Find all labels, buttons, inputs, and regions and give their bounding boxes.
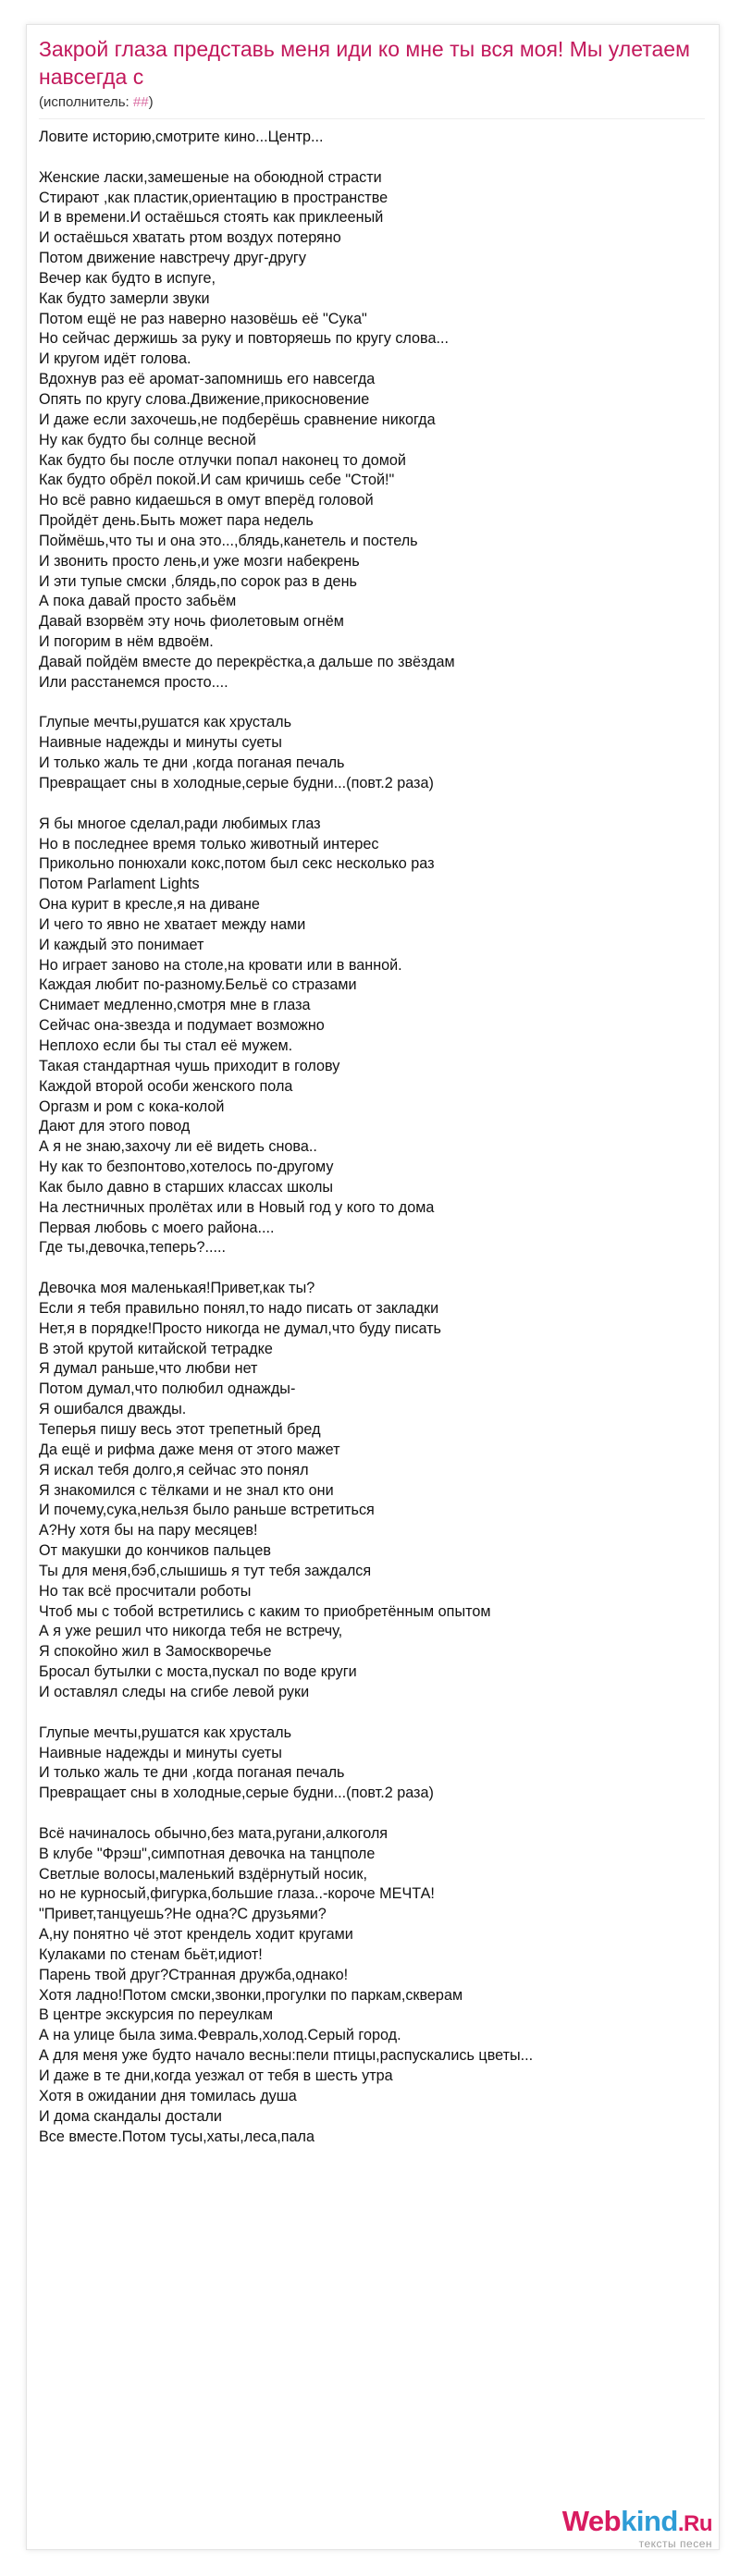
lyric-line: "Привет,танцуешь?Не одна?С друзьями? <box>39 1906 327 1923</box>
lyric-line: На лестничных пролётах или в Новый год у кого то дома <box>39 1198 435 1216</box>
lyric-line: В этой крутой китайской тетрадке <box>39 1340 273 1357</box>
lyric-line: Парень твой друг?Странная дружба,однако! <box>39 1966 349 1983</box>
lyric-line <box>39 1258 701 1279</box>
lyric-line: И остаёшься хватать ртом воздух потеряно <box>39 229 341 247</box>
lyric-line: Все вместе.Потом тусы,хаты,леса,пала <box>39 2128 315 2145</box>
lyric-line: Девочка моя маленькая!Привет,как ты? <box>39 1280 315 1297</box>
lyric-line: Я бы многое сделал,ради любимых глаз <box>39 815 321 832</box>
lyric-line: А я уже решил что никогда тебя не встречу, <box>39 1623 343 1640</box>
lyric-line: Ну как то безпонтово,хотелось по-другому <box>39 1159 334 1176</box>
lyric-line: Но сейчас держишь за руку и повторяешь по кругу слова... <box>39 330 449 348</box>
lyric-line <box>39 1804 701 1824</box>
lyric-line: Но так всё просчитали роботы <box>39 1582 252 1600</box>
lyric-line: Каждая любит по-разному.Бельё со стразами <box>39 976 357 994</box>
lyric-line: Потом движение навстречу друг-другу <box>39 250 306 267</box>
lyric-line: Ну как будто бы солнце весной <box>39 431 256 448</box>
lyric-line: Давай пойдём вместе до перекрёстка,а дальше по звёздам <box>39 653 455 670</box>
lyric-line: Каждой второй особи женского пола <box>39 1077 293 1095</box>
lyric-line: Она курит в кресле,я на диване <box>39 896 260 914</box>
lyric-line: А я не знаю,захочу ли её видеть снова.. <box>39 1138 317 1156</box>
lyric-line: А,ну понятно чё этот крендель ходит кругами <box>39 1926 353 1944</box>
lyric-line: Теперья пишу весь этот трепетный бред <box>39 1421 321 1438</box>
lyric-line: И дома скандалы достали <box>39 2107 222 2125</box>
lyric-line: А?Ну хотя бы на пару месяцев! <box>39 1522 258 1539</box>
lyric-line: Женские ласки,замешеные на обоюдной страсти <box>39 168 382 186</box>
lyric-line: Я спокойно жил в Замоскворечье <box>39 1643 272 1661</box>
lyric-line: И только жаль те дни ,когда поганая печаль <box>39 754 345 772</box>
lyric-line: Как будто замерли звуки <box>39 289 210 307</box>
lyric-line: Как будто бы после отлучки попал наконец то домой <box>39 451 406 469</box>
lyric-line: Превращает сны в холодные,серые будни...(повт.2 раза) <box>39 1785 434 1802</box>
lyric-line: И в времени.И остаёшься стоять как приклееный <box>39 209 384 227</box>
lyric-line: И оставлял следы на сгибе левой руки <box>39 1683 310 1700</box>
lyric-line: Но играет заново на столе,на кровати или в ванной. <box>39 956 402 974</box>
lyric-line: Потом Parlament Lights <box>39 876 200 893</box>
lyric-line: Первая любовь с моего района.... <box>39 1219 275 1236</box>
lyric-line: Кулаками по стенам бьёт,идиот! <box>39 1945 263 1963</box>
lyric-line: А для меня уже будто начало весны:пели птицы,распускались цветы... <box>39 2047 534 2065</box>
lyric-line: Потом думал,что полюбил однажды- <box>39 1380 296 1398</box>
performer-prefix: (исполнитель: <box>39 94 133 110</box>
performer-line <box>39 94 154 110</box>
lyric-line: Вечер как будто в испуге, <box>39 269 216 287</box>
lyric-line: Неплохо если бы ты стал её мужем. <box>39 1037 293 1054</box>
lyric-line: Я искал тебя долго,я сейчас это понял <box>39 1461 309 1478</box>
divider <box>39 118 705 119</box>
lyric-line: Стирают ,как пластик,ориентацию в пространстве <box>39 189 388 206</box>
lyric-line: Как будто обрёл покой.И сам кричишь себе "Стой!" <box>39 472 395 489</box>
lyric-line: И только жаль те дни ,когда поганая печаль <box>39 1764 345 1782</box>
lyric-line <box>39 1703 701 1723</box>
lyric-line: Пройдёт день.Быть может пара недель <box>39 512 314 530</box>
lyric-line <box>39 794 701 815</box>
lyric-line: И даже в те дни,когда уезжал от тебя в шесть утра <box>39 2067 393 2084</box>
lyric-line: но не курносый,фигурка,большие глаза..-короче МЕЧТА! <box>39 1885 435 1903</box>
song-title: Закрой глаза представь меня иди ко мне ты вся моя! Мы улетаем навсегда с <box>39 37 690 89</box>
lyric-line: Ты для меня,бэб,слышишь я тут тебя заждался <box>39 1562 372 1579</box>
lyric-line: Превращает сны в холодные,серые будни...(повт.2 раза) <box>39 775 434 791</box>
logo-wordmark <box>562 2506 712 2540</box>
logo-web: Web <box>561 2505 622 2537</box>
lyric-line: А пока давай просто забьём <box>39 593 237 610</box>
logo-tagline: тексты песен <box>638 2537 712 2550</box>
lyric-line: Светлые волосы,маленький вздёрнутый носик, <box>39 1865 367 1883</box>
lyric-line: И эти тупые смски ,блядь,по сорок раз в день <box>39 572 357 590</box>
lyric-line <box>39 148 701 168</box>
lyric-line: И звонить просто лень,и уже мозги набекрень <box>39 552 360 570</box>
lyric-line: Да ещё и рифма даже меня от этого мажет <box>39 1441 340 1458</box>
lyric-line: Я ошибался дважды. <box>39 1401 187 1418</box>
lyric-line: Если я тебя правильно понял,то надо писать от закладки <box>39 1299 439 1317</box>
lyric-line: И каждый это понимает <box>39 936 204 953</box>
performer-suffix: ) <box>148 94 154 110</box>
logo-ru: .Ru <box>677 2511 712 2536</box>
lyric-line <box>39 693 701 714</box>
lyric-line: Бросал бутылки с моста,пускал по воде круги <box>39 1663 357 1681</box>
lyric-line: И погорим в нём вдвоём. <box>39 633 214 651</box>
lyric-line: Как было давно в старших классах школы <box>39 1178 334 1196</box>
lyric-line: В центре экскурсия по переулкам <box>39 2006 274 2024</box>
lyric-line: Вдохнув раз её аромат-запомнишь его навсегда <box>39 371 376 388</box>
lyric-line: И чего то явно не хватает между нами <box>39 915 306 933</box>
lyric-line: И почему,сука,нельзя было раньше встретиться <box>39 1502 375 1519</box>
lyric-line: Дают для этого повод <box>39 1118 191 1135</box>
lyric-line: Но всё равно кидаешься в омут вперёд головой <box>39 492 374 509</box>
lyric-line: Сейчас она-звезда и подумает возможно <box>39 1017 325 1035</box>
webkind-logo[interactable] <box>562 2506 712 2549</box>
lyric-line: И даже если захочешь,не подберёшь сравнение никогда <box>39 411 436 428</box>
lyric-line: Глупые мечты,рушатся как хрусталь <box>39 714 292 731</box>
lyrics-text <box>39 128 701 2147</box>
lyric-line: Нет,я в порядке!Просто никогда не думал,что буду писать <box>39 1319 441 1337</box>
lyric-line: Глупые мечты,рушатся как хрусталь <box>39 1723 292 1741</box>
lyric-line: Но в последнее время только животный интерес <box>39 835 379 853</box>
lyric-line: Или расстанемся просто.... <box>39 673 228 691</box>
lyric-line: А на улице была зима.Февраль,холод.Серый город. <box>39 2027 401 2044</box>
lyric-line: Ловите историю,смотрите кино...Центр... <box>39 129 324 145</box>
lyric-line: Снимает медленно,смотря мне в глаза <box>39 997 311 1014</box>
lyric-line: Всё начиналось обычно,без мата,ругани,алкоголя <box>39 1824 388 1842</box>
lyric-line: Давай взорвём эту ночь фиолетовым огнём <box>39 613 344 631</box>
lyric-line: Я думал раньше,что любви нет <box>39 1360 258 1378</box>
lyric-line: Прикольно понюхали кокс,потом был секс несколько раз <box>39 855 435 873</box>
lyric-line: Хотя в ожидании дня томилась душа <box>39 2087 297 2104</box>
lyric-line: Хотя ладно!Потом смски,звонки,прогулки по паркам,скверам <box>39 1986 463 2004</box>
lyric-line: Наивные надежды и минуты суеты <box>39 734 282 752</box>
performer-link[interactable]: ## <box>132 94 149 110</box>
lyric-line: От макушки до кончиков пальцев <box>39 1542 271 1560</box>
lyric-line: Чтоб мы с тобой встретились с каким то приобретённым опытом <box>39 1602 491 1620</box>
lyric-line: Поймёшь,что ты и она это...,блядь,канетель и постель <box>39 532 418 549</box>
lyric-line: Я знакомился с тёлками и не знал кто они <box>39 1481 334 1499</box>
lyric-line: И кругом идёт голова. <box>39 350 191 368</box>
lyric-line: В клубе "Фрэш",симпотная девочка на танцполе <box>39 1845 376 1862</box>
lyric-line: Где ты,девочка,теперь?..... <box>39 1239 226 1257</box>
lyric-line: Такая стандартная чушь приходит в голову <box>39 1057 340 1074</box>
lyric-line: Наивные надежды и минуты суеты <box>39 1744 282 1761</box>
lyric-line: Потом ещё не раз наверно назовёшь её "Сука" <box>39 310 367 327</box>
lyric-line: Опять по кругу слова.Движение,прикосновение <box>39 390 370 408</box>
lyric-line: Оргазм и ром с кока-колой <box>39 1098 225 1115</box>
logo-kind: kind <box>621 2505 678 2537</box>
